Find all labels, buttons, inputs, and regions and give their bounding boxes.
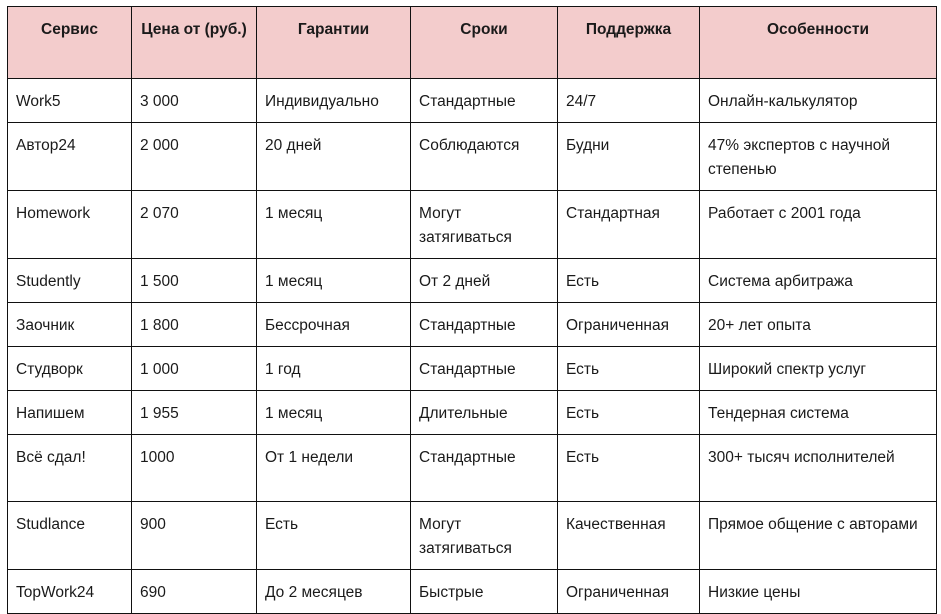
cell-guarantees: От 1 недели bbox=[257, 435, 411, 502]
cell-terms: Длительные bbox=[411, 391, 558, 435]
table-header bbox=[8, 7, 937, 79]
table-row bbox=[8, 191, 937, 259]
header-row bbox=[8, 7, 937, 79]
cell-guarantees: 1 месяц bbox=[257, 259, 411, 303]
cell-guarantees: 1 год bbox=[257, 347, 411, 391]
header-terms: Сроки bbox=[411, 7, 558, 79]
cell-terms: Могут затягиваться bbox=[411, 191, 558, 259]
cell-service: Всё сдал! bbox=[8, 435, 132, 502]
header-price: Цена от (руб.) bbox=[132, 7, 257, 79]
table-wrapper bbox=[7, 6, 937, 614]
table-row bbox=[8, 391, 937, 435]
cell-price: 2 070 bbox=[132, 191, 257, 259]
cell-support: Будни bbox=[558, 123, 700, 191]
cell-features: Тендерная система bbox=[700, 391, 937, 435]
cell-guarantees: 1 месяц bbox=[257, 391, 411, 435]
cell-terms: Быстрые bbox=[411, 570, 558, 614]
cell-support: Ограниченная bbox=[558, 303, 700, 347]
cell-features: Низкие цены bbox=[700, 570, 937, 614]
header-guarantees: Гарантии bbox=[257, 7, 411, 79]
cell-guarantees: До 2 месяцев bbox=[257, 570, 411, 614]
cell-terms: Стандартные bbox=[411, 435, 558, 502]
services-comparison-table bbox=[7, 6, 937, 614]
cell-service: Напишем bbox=[8, 391, 132, 435]
cell-terms: Соблюдаются bbox=[411, 123, 558, 191]
cell-terms: От 2 дней bbox=[411, 259, 558, 303]
cell-service: Homework bbox=[8, 191, 132, 259]
header-support: Поддержка bbox=[558, 7, 700, 79]
header-features: Особенности bbox=[700, 7, 937, 79]
cell-service: TopWork24 bbox=[8, 570, 132, 614]
cell-price: 1 800 bbox=[132, 303, 257, 347]
table-row bbox=[8, 435, 937, 502]
cell-features: Система арбитража bbox=[700, 259, 937, 303]
table-row bbox=[8, 347, 937, 391]
table-row bbox=[8, 259, 937, 303]
cell-support: Качественная bbox=[558, 502, 700, 570]
cell-support: Есть bbox=[558, 347, 700, 391]
cell-support: Есть bbox=[558, 259, 700, 303]
table-row bbox=[8, 570, 937, 614]
cell-features: Прямое общение с авторами bbox=[700, 502, 937, 570]
cell-service: Work5 bbox=[8, 79, 132, 123]
cell-price: 1000 bbox=[132, 435, 257, 502]
cell-support: 24/7 bbox=[558, 79, 700, 123]
cell-service: Заочник bbox=[8, 303, 132, 347]
cell-terms: Стандартные bbox=[411, 303, 558, 347]
cell-features: Онлайн-калькулятор bbox=[700, 79, 937, 123]
cell-support: Есть bbox=[558, 391, 700, 435]
header-service: Сервис bbox=[8, 7, 132, 79]
cell-support: Стандартная bbox=[558, 191, 700, 259]
cell-price: 1 000 bbox=[132, 347, 257, 391]
cell-features: 47% экспертов с научной степенью bbox=[700, 123, 937, 191]
table-row bbox=[8, 123, 937, 191]
cell-price: 3 000 bbox=[132, 79, 257, 123]
cell-support: Есть bbox=[558, 435, 700, 502]
cell-guarantees: 20 дней bbox=[257, 123, 411, 191]
cell-guarantees: Бессрочная bbox=[257, 303, 411, 347]
table-row bbox=[8, 502, 937, 570]
table-body bbox=[8, 79, 937, 614]
table-row bbox=[8, 79, 937, 123]
cell-price: 900 bbox=[132, 502, 257, 570]
table-row bbox=[8, 303, 937, 347]
cell-terms: Могут затягиваться bbox=[411, 502, 558, 570]
cell-guarantees: Индивидуально bbox=[257, 79, 411, 123]
cell-price: 690 bbox=[132, 570, 257, 614]
cell-terms: Стандартные bbox=[411, 347, 558, 391]
cell-service: Studlance bbox=[8, 502, 132, 570]
cell-features: 300+ тысяч исполнителей bbox=[700, 435, 937, 502]
cell-support: Ограниченная bbox=[558, 570, 700, 614]
cell-service: Автор24 bbox=[8, 123, 132, 191]
cell-guarantees: Есть bbox=[257, 502, 411, 570]
cell-features: 20+ лет опыта bbox=[700, 303, 937, 347]
cell-features: Широкий спектр услуг bbox=[700, 347, 937, 391]
cell-price: 1 500 bbox=[132, 259, 257, 303]
cell-service: Studently bbox=[8, 259, 132, 303]
cell-terms: Стандартные bbox=[411, 79, 558, 123]
cell-features: Работает с 2001 года bbox=[700, 191, 937, 259]
cell-price: 2 000 bbox=[132, 123, 257, 191]
cell-guarantees: 1 месяц bbox=[257, 191, 411, 259]
cell-service: Студворк bbox=[8, 347, 132, 391]
cell-price: 1 955 bbox=[132, 391, 257, 435]
